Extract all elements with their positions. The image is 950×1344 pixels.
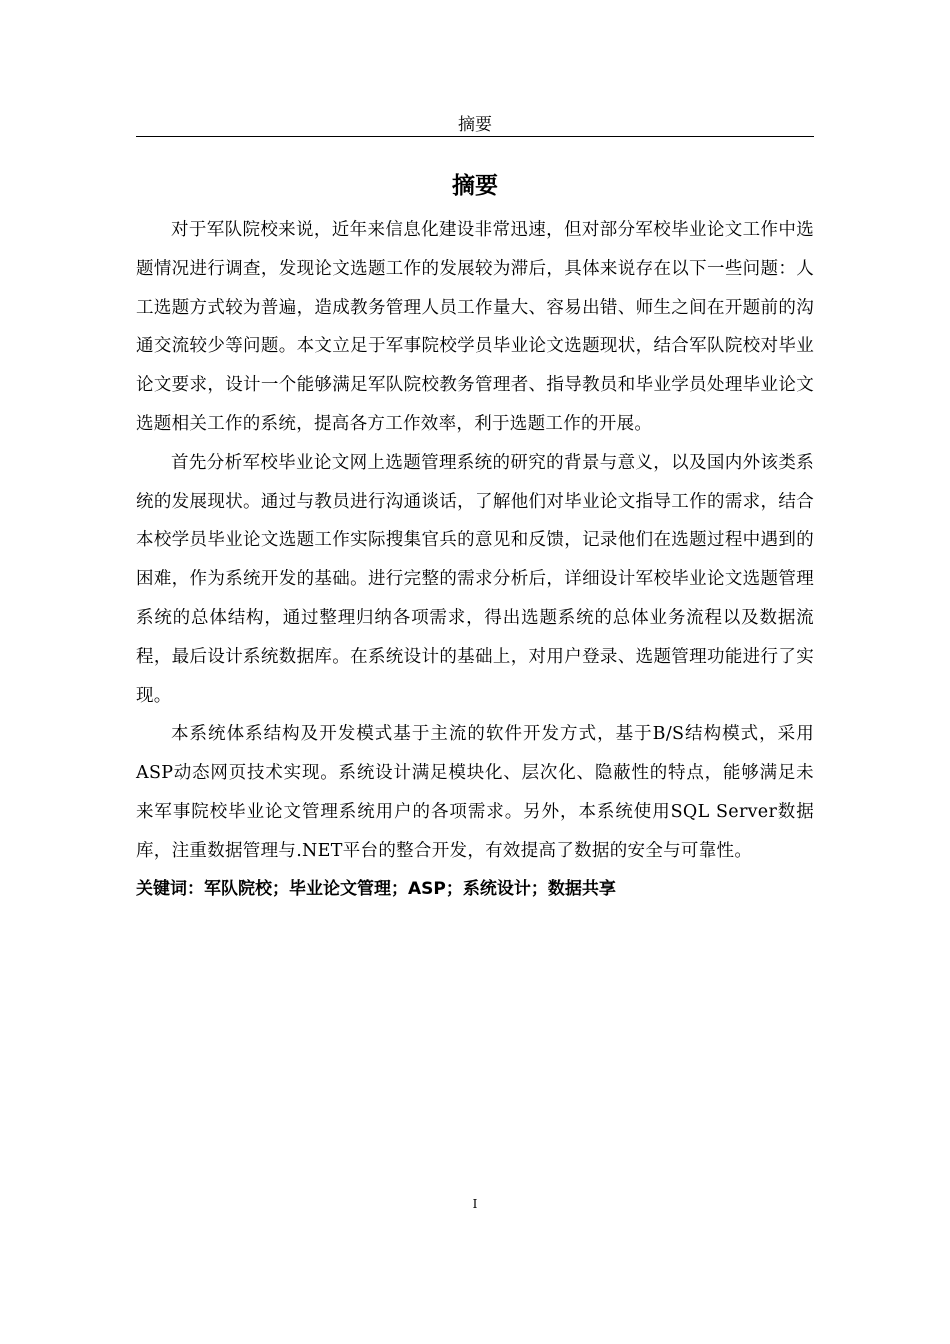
page-number: I bbox=[472, 1197, 478, 1211]
running-header: 摘要 bbox=[458, 115, 492, 135]
keywords-line: 关键词：军队院校；毕业论文管理；ASP；系统设计；数据共享 bbox=[136, 878, 616, 899]
abstract-title: 摘要 bbox=[452, 173, 498, 199]
abstract-paragraph-2: 首先分析军校毕业论文网上选题管理系统的研究的背景与意义，以及国内外该类系统的发展现状。通过与教员进行沟通谈话，了解他们对毕业论文指导工作的需求，结合本校学员毕业论文选题工作实际搜集官兵的意见和反馈，记录他们在选题过程中遇到的困难，作为系统开发的基础。进行完整的需求分析后，详细设计军校毕业论文选题管理系统的总体结构，通过整理归纳各项需求，得出选题系统的总体业务流程以及数据流程，最后设计系统数据库。在系统设计的基础上，对用户登录、选题管理功能进行了实现。 bbox=[136, 452, 814, 706]
abstract-paragraph-1: 对于军队院校来说，近年来信息化建设非常迅速，但对部分军校毕业论文工作中选题情况进行调查，发现论文选题工作的发展较为滞后，具体来说存在以下一些问题：人工选题方式较为普遍，造成教务管理人员工作量大、容易出错、师生之间在开题前的沟通交流较少等问题。本文立足于军事院校学员毕业论文选题现状，结合军队院校对毕业论文要求，设计一个能够满足军队院校教务管理者、指导教员和毕业学员处理毕业论文选题相关工作的系统，提高各方工作效率，利于选题工作的开展。 bbox=[136, 220, 814, 434]
abstract-paragraph-3: 本系统体系结构及开发模式基于主流的软件开发方式，基于B/S结构模式，采用ASP动态网页技术实现。系统设计满足模块化、层次化、隐蔽性的特点，能够满足未来军事院校毕业论文管理系统用户的各项需求。另外，本系统使用SQL Server数据库，注重数据管理与.NET平台的整合开发，有效提高了数据的安全与可靠性。 bbox=[136, 724, 814, 861]
header-rule bbox=[136, 136, 814, 137]
abstract-body bbox=[136, 211, 814, 907]
